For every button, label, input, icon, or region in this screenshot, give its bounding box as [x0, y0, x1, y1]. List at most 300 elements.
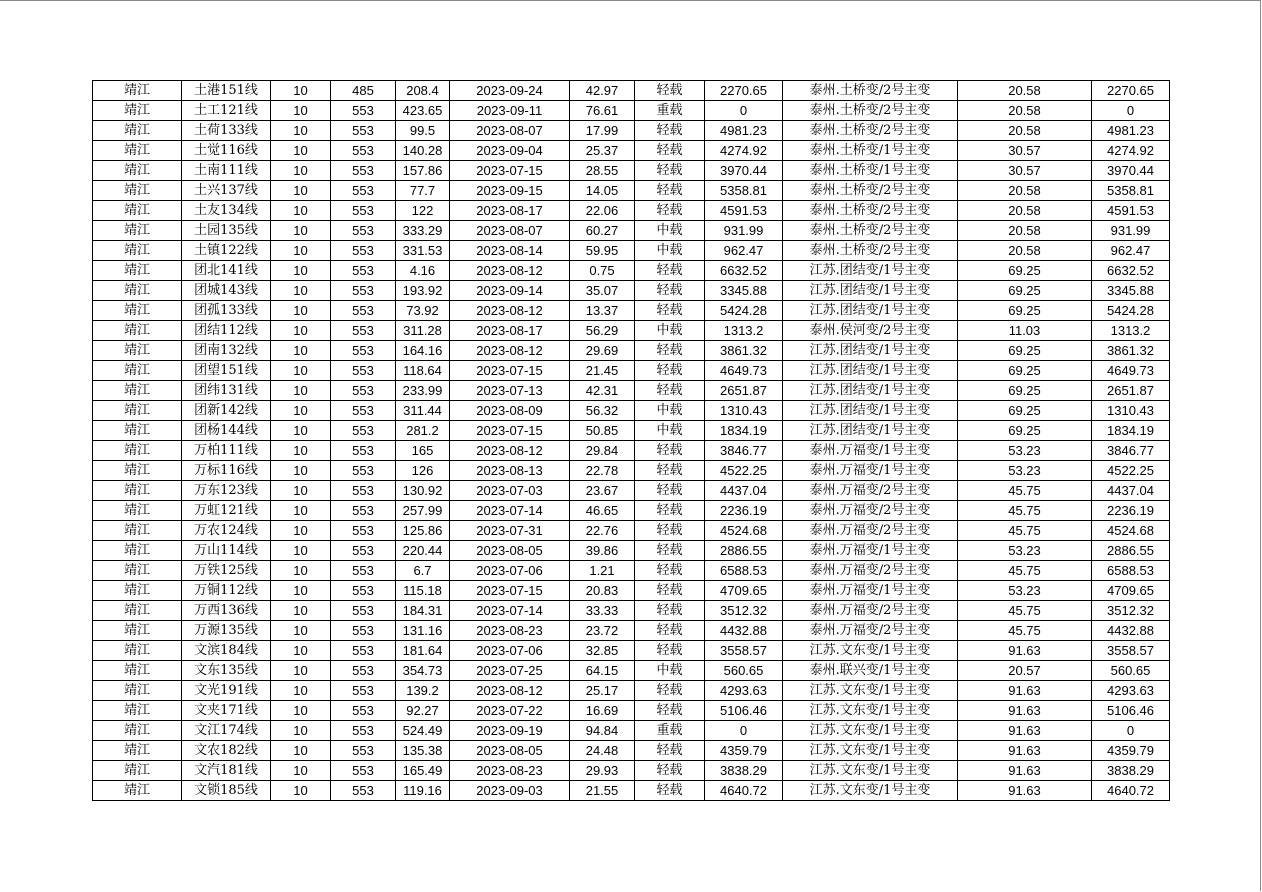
transformer-margin-cell: 20.58	[958, 121, 1092, 141]
open-capacity-cell: 1310.43	[1092, 401, 1170, 421]
load-rate-cell: 25.17	[570, 681, 635, 701]
region-cell: 靖江	[93, 561, 182, 581]
transformer-margin-cell: 20.58	[958, 101, 1092, 121]
open-capacity-cell: 2651.87	[1092, 381, 1170, 401]
max-load-cell: 165	[396, 441, 450, 461]
open-capacity-cell: 5424.28	[1092, 301, 1170, 321]
date-cell: 2023-08-14	[450, 241, 570, 261]
available-capacity-cell: 4274.92	[705, 141, 783, 161]
load-status-cell: 重载	[635, 101, 705, 121]
available-capacity-cell: 4437.04	[705, 481, 783, 501]
open-capacity-cell: 3970.44	[1092, 161, 1170, 181]
load-status-cell: 轻载	[635, 581, 705, 601]
capacity-cell: 553	[331, 121, 396, 141]
table-row	[93, 221, 1170, 241]
load-status-cell: 重载	[635, 721, 705, 741]
substation-transformer-cell: 江苏.团结变/1号主变	[783, 401, 958, 421]
capacity-cell: 553	[331, 501, 396, 521]
load-rate-cell: 56.29	[570, 321, 635, 341]
date-cell: 2023-09-14	[450, 281, 570, 301]
open-capacity-cell: 3846.77	[1092, 441, 1170, 461]
table-row	[93, 321, 1170, 341]
voltage-cell: 10	[271, 541, 331, 561]
region-cell: 靖江	[93, 101, 182, 121]
available-capacity-cell: 6588.53	[705, 561, 783, 581]
transformer-margin-cell: 91.63	[958, 721, 1092, 741]
transformer-margin-cell: 69.25	[958, 361, 1092, 381]
load-rate-cell: 1.21	[570, 561, 635, 581]
voltage-cell: 10	[271, 601, 331, 621]
table-row	[93, 81, 1170, 101]
capacity-cell: 553	[331, 521, 396, 541]
max-load-cell: 208.4	[396, 81, 450, 101]
open-capacity-cell: 1834.19	[1092, 421, 1170, 441]
max-load-cell: 193.92	[396, 281, 450, 301]
substation-transformer-cell: 江苏.团结变/1号主变	[783, 301, 958, 321]
substation-transformer-cell: 泰州.万福变/2号主变	[783, 601, 958, 621]
load-rate-cell: 39.86	[570, 541, 635, 561]
region-cell: 靖江	[93, 141, 182, 161]
voltage-cell: 10	[271, 181, 331, 201]
table-row	[93, 481, 1170, 501]
available-capacity-cell: 3345.88	[705, 281, 783, 301]
load-status-cell: 轻载	[635, 601, 705, 621]
load-rate-cell: 50.85	[570, 421, 635, 441]
load-status-cell: 轻载	[635, 301, 705, 321]
substation-transformer-cell: 泰州.土桥变/1号主变	[783, 161, 958, 181]
substation-transformer-cell: 江苏.团结变/1号主变	[783, 341, 958, 361]
load-status-cell: 轻载	[635, 761, 705, 781]
open-capacity-cell: 2886.55	[1092, 541, 1170, 561]
date-cell: 2023-08-17	[450, 321, 570, 341]
voltage-cell: 10	[271, 201, 331, 221]
line-name-cell: 万东123线	[182, 481, 271, 501]
capacity-cell: 553	[331, 401, 396, 421]
line-name-cell: 土工121线	[182, 101, 271, 121]
max-load-cell: 122	[396, 201, 450, 221]
voltage-cell: 10	[271, 561, 331, 581]
load-rate-cell: 56.32	[570, 401, 635, 421]
line-name-cell: 万柏111线	[182, 441, 271, 461]
load-rate-cell: 76.61	[570, 101, 635, 121]
capacity-cell: 553	[331, 761, 396, 781]
line-name-cell: 团南132线	[182, 341, 271, 361]
transformer-margin-cell: 45.75	[958, 521, 1092, 541]
max-load-cell: 92.27	[396, 701, 450, 721]
load-rate-cell: 25.37	[570, 141, 635, 161]
capacity-cell: 553	[331, 781, 396, 801]
load-status-cell: 轻载	[635, 281, 705, 301]
table-row	[93, 381, 1170, 401]
date-cell: 2023-07-03	[450, 481, 570, 501]
open-capacity-cell: 2236.19	[1092, 501, 1170, 521]
table-row	[93, 581, 1170, 601]
substation-transformer-cell: 江苏.文东变/1号主变	[783, 781, 958, 801]
date-cell: 2023-08-12	[450, 301, 570, 321]
open-capacity-cell: 0	[1092, 101, 1170, 121]
region-cell: 靖江	[93, 301, 182, 321]
capacity-cell: 553	[331, 201, 396, 221]
transformer-margin-cell: 20.58	[958, 181, 1092, 201]
load-rate-cell: 35.07	[570, 281, 635, 301]
capacity-cell: 553	[331, 441, 396, 461]
capacity-cell: 553	[331, 721, 396, 741]
date-cell: 2023-07-13	[450, 381, 570, 401]
transformer-margin-cell: 30.57	[958, 161, 1092, 181]
voltage-cell: 10	[271, 281, 331, 301]
open-capacity-cell: 560.65	[1092, 661, 1170, 681]
available-capacity-cell: 3861.32	[705, 341, 783, 361]
available-capacity-cell: 5106.46	[705, 701, 783, 721]
open-capacity-cell: 4524.68	[1092, 521, 1170, 541]
region-cell: 靖江	[93, 381, 182, 401]
capacity-cell: 553	[331, 241, 396, 261]
table-row	[93, 181, 1170, 201]
capacity-cell: 553	[331, 681, 396, 701]
date-cell: 2023-09-15	[450, 181, 570, 201]
date-cell: 2023-07-15	[450, 161, 570, 181]
load-status-cell: 轻载	[635, 521, 705, 541]
available-capacity-cell: 3846.77	[705, 441, 783, 461]
max-load-cell: 157.86	[396, 161, 450, 181]
date-cell: 2023-08-05	[450, 541, 570, 561]
max-load-cell: 130.92	[396, 481, 450, 501]
substation-transformer-cell: 江苏.文东变/1号主变	[783, 741, 958, 761]
load-status-cell: 中载	[635, 421, 705, 441]
transformer-margin-cell: 69.25	[958, 381, 1092, 401]
voltage-cell: 10	[271, 701, 331, 721]
capacity-cell: 553	[331, 301, 396, 321]
transformer-margin-cell: 91.63	[958, 641, 1092, 661]
open-capacity-cell: 4437.04	[1092, 481, 1170, 501]
transformer-margin-cell: 69.25	[958, 421, 1092, 441]
line-name-cell: 团纬131线	[182, 381, 271, 401]
date-cell: 2023-09-03	[450, 781, 570, 801]
region-cell: 靖江	[93, 661, 182, 681]
available-capacity-cell: 962.47	[705, 241, 783, 261]
line-name-cell: 土镇122线	[182, 241, 271, 261]
region-cell: 靖江	[93, 121, 182, 141]
transformer-margin-cell: 20.58	[958, 221, 1092, 241]
line-name-cell: 土兴137线	[182, 181, 271, 201]
substation-transformer-cell: 泰州.万福变/2号主变	[783, 501, 958, 521]
max-load-cell: 333.29	[396, 221, 450, 241]
capacity-cell: 553	[331, 621, 396, 641]
region-cell: 靖江	[93, 761, 182, 781]
transformer-margin-cell: 91.63	[958, 761, 1092, 781]
open-capacity-cell: 4432.88	[1092, 621, 1170, 641]
line-name-cell: 土友134线	[182, 201, 271, 221]
max-load-cell: 257.99	[396, 501, 450, 521]
load-status-cell: 轻载	[635, 81, 705, 101]
region-cell: 靖江	[93, 81, 182, 101]
line-name-cell: 土港151线	[182, 81, 271, 101]
substation-transformer-cell: 泰州.万福变/2号主变	[783, 521, 958, 541]
available-capacity-cell: 4640.72	[705, 781, 783, 801]
max-load-cell: 281.2	[396, 421, 450, 441]
max-load-cell: 99.5	[396, 121, 450, 141]
voltage-cell: 10	[271, 261, 331, 281]
date-cell: 2023-07-06	[450, 561, 570, 581]
open-capacity-cell: 6632.52	[1092, 261, 1170, 281]
table-row	[93, 681, 1170, 701]
table-row	[93, 121, 1170, 141]
capacity-cell: 553	[331, 381, 396, 401]
region-cell: 靖江	[93, 701, 182, 721]
open-capacity-cell: 4709.65	[1092, 581, 1170, 601]
date-cell: 2023-07-15	[450, 421, 570, 441]
open-capacity-cell: 3558.57	[1092, 641, 1170, 661]
load-rate-cell: 42.97	[570, 81, 635, 101]
voltage-cell: 10	[271, 581, 331, 601]
transformer-margin-cell: 20.58	[958, 241, 1092, 261]
region-cell: 靖江	[93, 181, 182, 201]
capacity-cell: 485	[331, 81, 396, 101]
open-capacity-cell: 5106.46	[1092, 701, 1170, 721]
load-rate-cell: 14.05	[570, 181, 635, 201]
open-capacity-cell: 5358.81	[1092, 181, 1170, 201]
max-load-cell: 140.28	[396, 141, 450, 161]
date-cell: 2023-08-07	[450, 221, 570, 241]
load-rate-cell: 59.95	[570, 241, 635, 261]
region-cell: 靖江	[93, 161, 182, 181]
load-status-cell: 轻载	[635, 361, 705, 381]
load-status-cell: 轻载	[635, 261, 705, 281]
load-status-cell: 中载	[635, 401, 705, 421]
line-name-cell: 文夹171线	[182, 701, 271, 721]
date-cell: 2023-07-25	[450, 661, 570, 681]
region-cell: 靖江	[93, 621, 182, 641]
line-name-cell: 土荷133线	[182, 121, 271, 141]
available-capacity-cell: 3558.57	[705, 641, 783, 661]
load-status-cell: 轻载	[635, 541, 705, 561]
load-status-cell: 轻载	[635, 141, 705, 161]
transformer-margin-cell: 53.23	[958, 541, 1092, 561]
voltage-cell: 10	[271, 401, 331, 421]
open-capacity-cell: 4359.79	[1092, 741, 1170, 761]
open-capacity-cell: 3345.88	[1092, 281, 1170, 301]
capacity-cell: 553	[331, 281, 396, 301]
table-row	[93, 601, 1170, 621]
region-cell: 靖江	[93, 721, 182, 741]
open-capacity-cell: 4981.23	[1092, 121, 1170, 141]
voltage-cell: 10	[271, 461, 331, 481]
load-status-cell: 轻载	[635, 701, 705, 721]
date-cell: 2023-07-14	[450, 501, 570, 521]
open-capacity-cell: 4591.53	[1092, 201, 1170, 221]
max-load-cell: 233.99	[396, 381, 450, 401]
line-name-cell: 团结112线	[182, 321, 271, 341]
transformer-margin-cell: 45.75	[958, 601, 1092, 621]
date-cell: 2023-07-31	[450, 521, 570, 541]
table-row	[93, 341, 1170, 361]
voltage-cell: 10	[271, 521, 331, 541]
load-status-cell: 轻载	[635, 441, 705, 461]
available-capacity-cell: 4522.25	[705, 461, 783, 481]
load-rate-cell: 23.67	[570, 481, 635, 501]
substation-transformer-cell: 江苏.团结变/1号主变	[783, 261, 958, 281]
substation-transformer-cell: 江苏.文东变/1号主变	[783, 761, 958, 781]
voltage-cell: 10	[271, 361, 331, 381]
available-capacity-cell: 2886.55	[705, 541, 783, 561]
max-load-cell: 220.44	[396, 541, 450, 561]
region-cell: 靖江	[93, 341, 182, 361]
load-status-cell: 轻载	[635, 161, 705, 181]
load-rate-cell: 13.37	[570, 301, 635, 321]
substation-transformer-cell: 泰州.土桥变/2号主变	[783, 241, 958, 261]
feeder-load-table	[92, 80, 1170, 801]
substation-transformer-cell: 江苏.文东变/1号主变	[783, 641, 958, 661]
transformer-margin-cell: 91.63	[958, 781, 1092, 801]
date-cell: 2023-07-15	[450, 581, 570, 601]
date-cell: 2023-07-14	[450, 601, 570, 621]
voltage-cell: 10	[271, 681, 331, 701]
capacity-cell: 553	[331, 141, 396, 161]
region-cell: 靖江	[93, 441, 182, 461]
date-cell: 2023-09-24	[450, 81, 570, 101]
open-capacity-cell: 4522.25	[1092, 461, 1170, 481]
available-capacity-cell: 4591.53	[705, 201, 783, 221]
available-capacity-cell: 0	[705, 101, 783, 121]
substation-transformer-cell: 泰州.万福变/1号主变	[783, 581, 958, 601]
load-rate-cell: 21.45	[570, 361, 635, 381]
table-row	[93, 401, 1170, 421]
load-status-cell: 轻载	[635, 501, 705, 521]
load-rate-cell: 29.69	[570, 341, 635, 361]
region-cell: 靖江	[93, 581, 182, 601]
available-capacity-cell: 6632.52	[705, 261, 783, 281]
line-name-cell: 文锁185线	[182, 781, 271, 801]
voltage-cell: 10	[271, 141, 331, 161]
table-row	[93, 641, 1170, 661]
table-row	[93, 541, 1170, 561]
max-load-cell: 6.7	[396, 561, 450, 581]
transformer-margin-cell: 69.25	[958, 301, 1092, 321]
substation-transformer-cell: 泰州.万福变/2号主变	[783, 481, 958, 501]
date-cell: 2023-08-12	[450, 441, 570, 461]
available-capacity-cell: 560.65	[705, 661, 783, 681]
substation-transformer-cell: 江苏.文东变/1号主变	[783, 701, 958, 721]
available-capacity-cell: 4359.79	[705, 741, 783, 761]
available-capacity-cell: 4981.23	[705, 121, 783, 141]
table-row	[93, 101, 1170, 121]
table-row	[93, 781, 1170, 801]
available-capacity-cell: 0	[705, 721, 783, 741]
table-row	[93, 521, 1170, 541]
open-capacity-cell: 931.99	[1092, 221, 1170, 241]
load-rate-cell: 29.84	[570, 441, 635, 461]
load-status-cell: 轻载	[635, 481, 705, 501]
max-load-cell: 165.49	[396, 761, 450, 781]
load-rate-cell: 20.83	[570, 581, 635, 601]
load-rate-cell: 23.72	[570, 621, 635, 641]
voltage-cell: 10	[271, 441, 331, 461]
substation-transformer-cell: 江苏.文东变/1号主变	[783, 681, 958, 701]
substation-transformer-cell: 泰州.土桥变/2号主变	[783, 121, 958, 141]
load-rate-cell: 32.85	[570, 641, 635, 661]
load-status-cell: 轻载	[635, 461, 705, 481]
load-rate-cell: 22.76	[570, 521, 635, 541]
capacity-cell: 553	[331, 481, 396, 501]
table-row	[93, 621, 1170, 641]
line-name-cell: 文农182线	[182, 741, 271, 761]
table-row	[93, 421, 1170, 441]
load-rate-cell: 22.06	[570, 201, 635, 221]
capacity-cell: 553	[331, 341, 396, 361]
transformer-margin-cell: 45.75	[958, 481, 1092, 501]
date-cell: 2023-09-19	[450, 721, 570, 741]
voltage-cell: 10	[271, 481, 331, 501]
date-cell: 2023-07-22	[450, 701, 570, 721]
transformer-margin-cell: 91.63	[958, 681, 1092, 701]
voltage-cell: 10	[271, 741, 331, 761]
load-status-cell: 中载	[635, 221, 705, 241]
available-capacity-cell: 5424.28	[705, 301, 783, 321]
load-rate-cell: 22.78	[570, 461, 635, 481]
max-load-cell: 311.28	[396, 321, 450, 341]
open-capacity-cell: 3838.29	[1092, 761, 1170, 781]
region-cell: 靖江	[93, 401, 182, 421]
capacity-cell: 553	[331, 581, 396, 601]
available-capacity-cell: 1313.2	[705, 321, 783, 341]
table-row	[93, 141, 1170, 161]
voltage-cell: 10	[271, 301, 331, 321]
voltage-cell: 10	[271, 721, 331, 741]
region-cell: 靖江	[93, 501, 182, 521]
load-status-cell: 轻载	[635, 781, 705, 801]
open-capacity-cell: 3512.32	[1092, 601, 1170, 621]
max-load-cell: 118.64	[396, 361, 450, 381]
region-cell: 靖江	[93, 361, 182, 381]
max-load-cell: 181.64	[396, 641, 450, 661]
available-capacity-cell: 4524.68	[705, 521, 783, 541]
capacity-cell: 553	[331, 161, 396, 181]
load-rate-cell: 0.75	[570, 261, 635, 281]
load-rate-cell: 29.93	[570, 761, 635, 781]
line-name-cell: 团杨144线	[182, 421, 271, 441]
line-name-cell: 团望151线	[182, 361, 271, 381]
capacity-cell: 553	[331, 361, 396, 381]
voltage-cell: 10	[271, 421, 331, 441]
available-capacity-cell: 2236.19	[705, 501, 783, 521]
region-cell: 靖江	[93, 221, 182, 241]
transformer-margin-cell: 69.25	[958, 281, 1092, 301]
line-name-cell: 土南111线	[182, 161, 271, 181]
date-cell: 2023-08-12	[450, 681, 570, 701]
voltage-cell: 10	[271, 761, 331, 781]
max-load-cell: 164.16	[396, 341, 450, 361]
load-rate-cell: 64.15	[570, 661, 635, 681]
table-row	[93, 701, 1170, 721]
available-capacity-cell: 931.99	[705, 221, 783, 241]
date-cell: 2023-08-23	[450, 761, 570, 781]
max-load-cell: 311.44	[396, 401, 450, 421]
load-status-cell: 轻载	[635, 681, 705, 701]
region-cell: 靖江	[93, 641, 182, 661]
table-row	[93, 361, 1170, 381]
table-row	[93, 461, 1170, 481]
line-name-cell: 文汽181线	[182, 761, 271, 781]
region-cell: 靖江	[93, 781, 182, 801]
line-name-cell: 万源135线	[182, 621, 271, 641]
substation-transformer-cell: 江苏.文东变/1号主变	[783, 721, 958, 741]
substation-transformer-cell: 江苏.团结变/1号主变	[783, 281, 958, 301]
transformer-margin-cell: 69.25	[958, 401, 1092, 421]
capacity-cell: 553	[331, 561, 396, 581]
load-rate-cell: 33.33	[570, 601, 635, 621]
date-cell: 2023-08-09	[450, 401, 570, 421]
line-name-cell: 土觉116线	[182, 141, 271, 161]
